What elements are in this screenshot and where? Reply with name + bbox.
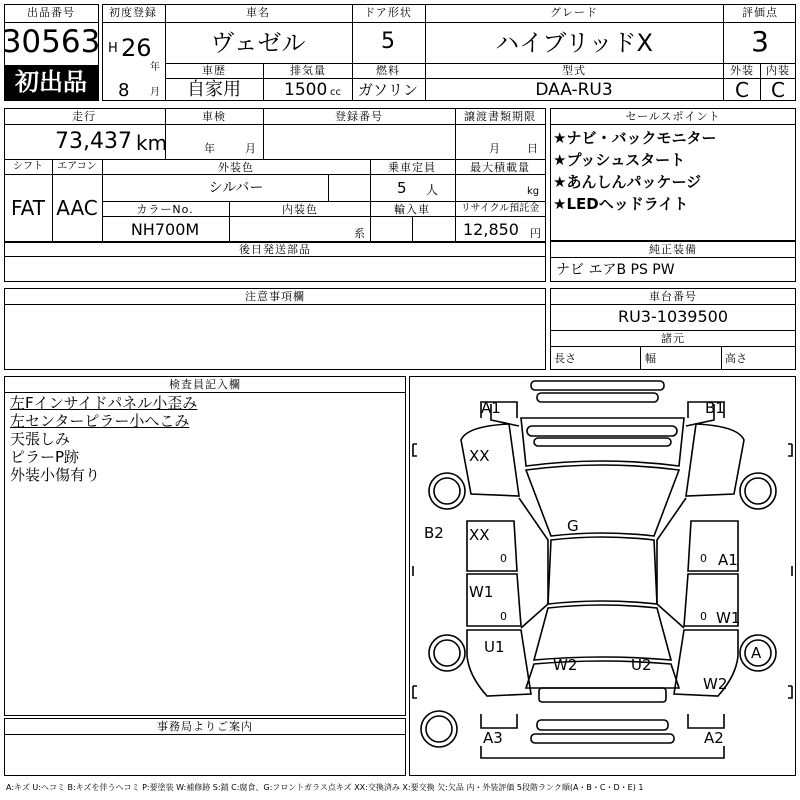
int-color-label: 内装色 [282, 203, 318, 216]
era-mark: H [108, 41, 118, 56]
mark-o-right-door2: 0 [700, 610, 707, 623]
score-value: 3 [751, 25, 769, 58]
spec-height: 高さ [725, 352, 747, 365]
lot-number: 30563 [1, 24, 101, 60]
car-outline-diagram [409, 376, 796, 776]
km-unit: km [136, 131, 168, 155]
mark-w2-rear-left: W2 [553, 656, 578, 674]
mark-a-right-wheel: A [751, 644, 762, 662]
model-code: DAA-RU3 [535, 80, 613, 100]
inspector-line: 天張しみ [10, 430, 71, 448]
door-count: 5 [381, 29, 395, 54]
exterior-label: 外装 [730, 64, 754, 77]
model-name: ヴェゼル [210, 29, 306, 57]
mark-a3-rear-left: A3 [483, 729, 503, 747]
shift-value: FAT [10, 196, 46, 220]
mark-o-left-door1: 0 [500, 552, 507, 565]
inspection-year-unit: 年 [204, 142, 215, 155]
sales-point-item: ★LEDヘッドライト [553, 195, 689, 213]
type-label: 型式 [562, 64, 586, 77]
notes-label: 注意事項欄 [245, 290, 305, 303]
sales-point-item: ★ナビ・バックモニター [553, 129, 717, 147]
later-parts-label: 後日発送部品 [239, 243, 311, 256]
sales-point-item: ★プッシュスタート [553, 151, 686, 169]
reg-month: 8 [118, 80, 130, 101]
interior-grade: C [771, 78, 785, 102]
yen-unit: 円 [530, 227, 541, 240]
spec-length: 長さ [554, 352, 576, 365]
inspection-label: 車検 [202, 110, 226, 123]
equipment-label: 純正装備 [649, 243, 697, 256]
month-unit: 月 [150, 87, 160, 98]
mileage-value: 73,437 [55, 129, 132, 154]
sales-points-label: セールスポイント [625, 110, 721, 123]
ext-color-label: 外装色 [218, 161, 254, 174]
spec-width: 幅 [645, 352, 656, 365]
kg-unit: kg [527, 186, 540, 197]
fuel-label: 燃料 [376, 64, 400, 77]
inspector-line: 左Fインサイドパネル小歪み [10, 394, 198, 412]
first-listing-text: 初出品 [15, 68, 87, 96]
mark-b2-left: B2 [424, 524, 444, 542]
displacement-label: 排気量 [290, 64, 326, 77]
first-reg-label: 初度登録 [109, 6, 157, 19]
office-label: 事務局よりご案内 [157, 720, 253, 733]
mark-w1-right-door: W1 [716, 609, 741, 627]
year-unit: 年 [150, 62, 160, 73]
lot-label: 出品番号 [27, 6, 75, 19]
recycle-value: 12,850 [463, 220, 519, 239]
grade-value: ハイブリッドX [495, 29, 653, 57]
sales-point-item: ★あんしんパッケージ [553, 173, 702, 191]
inspector-line: ピラーP跡 [10, 448, 80, 466]
capacity-value: 5 [397, 179, 407, 197]
ext-color-value: シルバー [208, 180, 264, 196]
ac-label: エアコン [57, 161, 97, 172]
mark-a1-right-door: A1 [718, 551, 738, 569]
inspector-line: 左センターピラー小へこみ [10, 412, 190, 430]
mark-u1-left-rear: U1 [484, 638, 505, 656]
color-no-value: NH700M [130, 220, 200, 239]
mark-xx-front-fender: XX [469, 447, 490, 465]
mark-xx-left-door: XX [469, 526, 490, 544]
mark-o-left-door2: 0 [500, 610, 507, 623]
mark-a1-front-left: A1 [481, 399, 501, 417]
inspector-line: 外装小傷有り [10, 466, 101, 484]
history-value: 自家用 [187, 79, 241, 100]
cc-unit: cc [330, 87, 341, 98]
history-label: 車歴 [202, 64, 226, 77]
model-label: 車名 [246, 6, 270, 19]
mark-w2-right-rear: W2 [703, 675, 728, 693]
color-no-label: カラーNo. [136, 203, 194, 216]
mark-g-windshield: G [567, 517, 579, 535]
transfer-day-unit: 日 [527, 142, 538, 155]
inspection-month-unit: 月 [245, 142, 256, 155]
transfer-month-unit: 月 [489, 142, 500, 155]
person-unit: 人 [426, 183, 439, 197]
legend-text: A:キズ U:ヘコミ B:キズを伴うヘコミ P:要塗装 W:補修跡 S:錆 C:腐食、G:フロントガラス点キズ XX:交換済み X:要交換 欠:欠品 内・外装評価 5段階ランク順(A・B・C・D・E) 1 [6, 783, 644, 792]
specs-label: 諸元 [661, 332, 685, 345]
load-label: 最大積載量 [470, 161, 530, 174]
mark-b1-front-right: B1 [705, 399, 725, 417]
ac-value: AAC [56, 196, 98, 220]
shift-label: シフト [13, 161, 43, 172]
fuel-value: ガソリン [357, 81, 419, 99]
mark-w1-left-door: W1 [469, 583, 494, 601]
chassis-value: RU3-1039500 [617, 307, 729, 326]
recycle-label: リサイクル預託金 [460, 203, 540, 214]
mark-o-right-door1: 0 [700, 552, 707, 565]
score-label: 評価点 [742, 6, 778, 19]
door-label: ドア形状 [364, 6, 412, 19]
chassis-label: 車台番号 [649, 290, 697, 303]
mileage-label: 走行 [72, 110, 96, 123]
mark-a2-rear-right: A2 [704, 729, 724, 747]
equipment-value: ナビ エアB PS PW [556, 262, 675, 278]
int-color-unit: 系 [354, 227, 365, 240]
import-label: 輸入車 [394, 203, 430, 216]
transfer-label: 譲渡書類期限 [464, 110, 536, 123]
displacement-value: 1500 [284, 80, 328, 100]
interior-label: 内装 [766, 64, 790, 77]
plate-label: 登録番号 [335, 110, 383, 123]
reg-year: 26 [121, 34, 152, 62]
capacity-label: 乗車定員 [388, 161, 436, 174]
exterior-grade: C [735, 78, 749, 102]
mark-u2-rear: U2 [631, 656, 652, 674]
grade-label: グレード [550, 6, 598, 19]
inspector-label: 検査員記入欄 [169, 378, 241, 391]
